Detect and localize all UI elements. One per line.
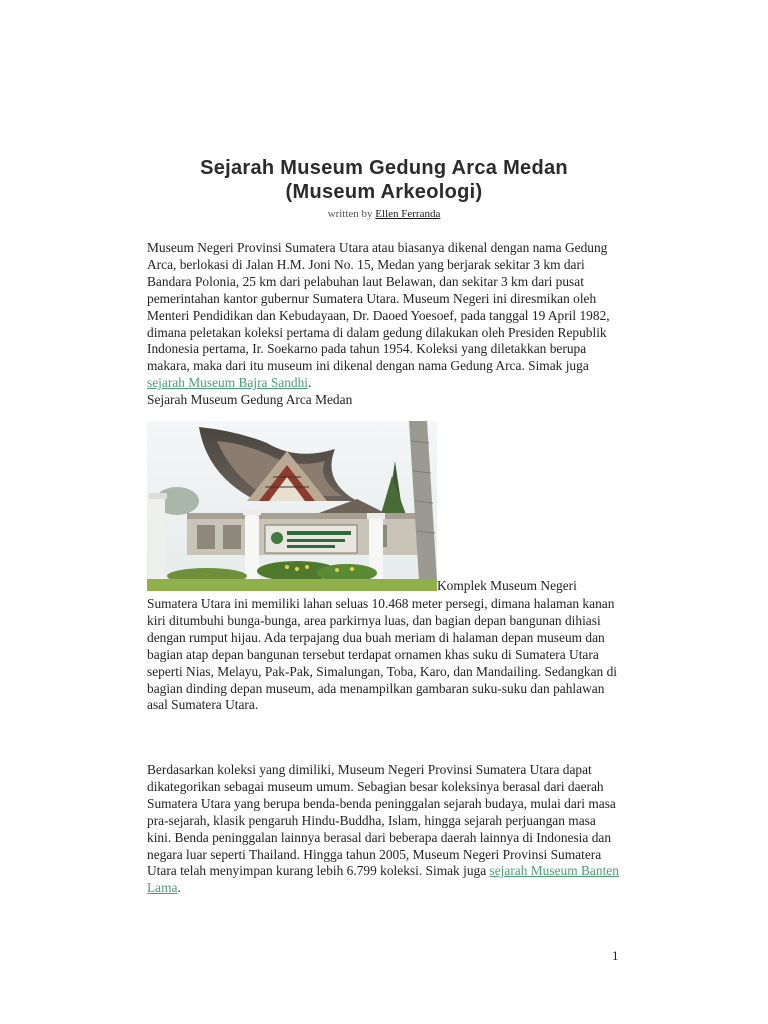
article-body-2 (147, 596, 621, 714)
museum-bajra-sandhi-link[interactable]: sejarah Museum Bajra Sandhi (147, 375, 309, 391)
link1-suffix: . (308, 375, 312, 391)
link2-suffix: . (177, 880, 181, 896)
title-line-1: Sejarah Museum Gedung Arca Medan (200, 157, 568, 179)
article-intro (147, 240, 621, 594)
article-title (146, 156, 622, 204)
byline (146, 208, 622, 220)
byline-prefix: written by (327, 208, 376, 220)
paragraph-2: Sumatera Utara ini memiliki lahan seluas 10.468 meter persegi, dimana halaman kanan kiri ditumbuhi bunga-bunga, area parkirnya luas, dan bagian depan bangunan dihiasi dengan rumput hijau. Ada terpajang dua buah meriam di halaman depan museum dan bagian atap depan bangunan tersebut terdapat ornamen khas suku di Sumatera Utara seperti Nias, Melayu, Pak-Pak, Simalungan, Toba, Karo, dan Mandailing. Sedangkan di bagian dinding depan museum, ada menampilkan gambaran suku-suku dan pahlawan asal Sumatera Utara. (147, 596, 617, 713)
photo-caption: Komplek Museum Negeri (437, 578, 577, 594)
author-link[interactable]: Ellen Ferranda (375, 208, 441, 220)
museum-building-photo (147, 421, 437, 591)
paragraph-1 (147, 240, 621, 392)
museum-banten-lama-link[interactable]: sejarah Museum Banten Lama (147, 863, 619, 896)
article-body-3 (147, 762, 621, 897)
title-line-2: (Museum Arkeologi) (285, 181, 483, 203)
paragraph-1-text: Museum Negeri Provinsi Sumatera Utara atau biasanya dikenal dengan nama Gedung Arca, berlokasi di Jalan H.M. Joni No. 15, Medan yang berjarak sekitar 3 km dari Bandara Polonia, 25 km dari pelabuhan laut Belawan, dan sekitar 3 km dari pusat pemerintahan kantor gubernur Sumatera Utara. Museum Negeri ini diresmikan oleh Menteri Pendidikan dan Kebudayaan, Dr. Daoed Yoesoef, pada tanggal 19 April 1982, dimana peletakan koleksi pertama di dalam gedung dilakukan oleh Presiden Republik Indonesia pertama, Ir. Soekarno pada tahun 1954. Koleksi yang diletakkan berupa makara, maka dari itu museum ini dikenal dengan nama Gedung Arca. Simak juga (147, 240, 610, 374)
paragraph-3-text: Berdasarkan koleksi yang dimiliki, Museum Negeri Provinsi Sumatera Utara dapat dikategorikan sebagai museum umum. Sebagian besar koleksinya berasal dari daerah Sumatera Utara yang berupa benda-benda peninggalan sejarah budaya, mulai dari masa pra-sejarah, klasik pengaruh Hindu-Buddha, Islam, hingga sejarah perjuangan masa kini. Benda peninggalan lainnya berasal dari beberapa daerah lainnya di Indonesia dan negara luar seperti Thailand. Hingga tahun 2005, Museum Negeri Provinsi Sumatera Utara telah menyimpan kurang lebih 6.799 koleksi. Simak juga (147, 762, 616, 879)
paragraph-3 (147, 762, 621, 897)
photo-row (147, 421, 621, 594)
section-subheading: Sejarah Museum Gedung Arca Medan (147, 392, 353, 408)
page-number: 1 (612, 948, 619, 963)
